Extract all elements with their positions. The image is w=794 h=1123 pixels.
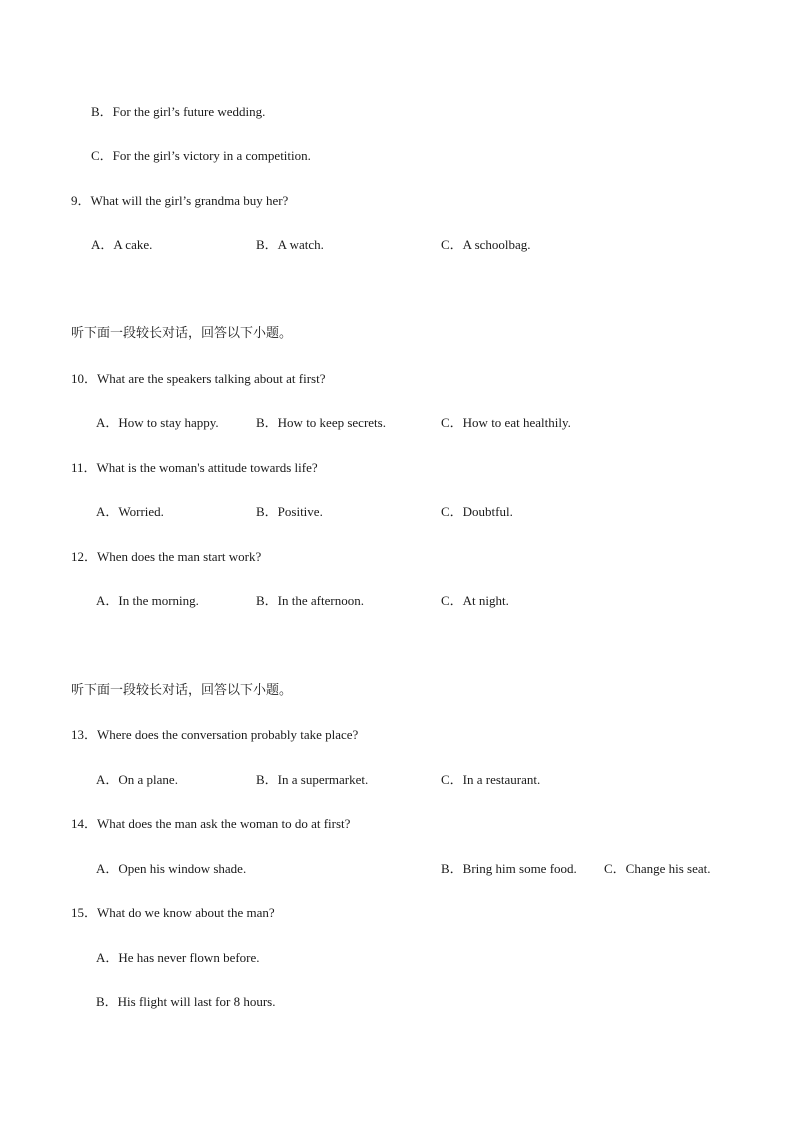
q15-option-b: B．His flight will last for 8 hours. bbox=[96, 994, 276, 1009]
q9-option-b: B．A watch. bbox=[256, 237, 324, 252]
q11-stem: 11．What is the woman's attitude towards life? bbox=[71, 460, 318, 475]
q11-option-c: C．Doubtful. bbox=[441, 504, 513, 519]
section-intro-2: 听下面一段较长对话，回答以下小题。 bbox=[71, 683, 293, 698]
q13-option-b: B．In a supermarket. bbox=[256, 772, 369, 787]
q10-stem: 10．What are the speakers talking about at first? bbox=[71, 371, 326, 386]
q10-option-a: A．How to stay happy. bbox=[96, 415, 219, 430]
q12-option-b: B．In the afternoon. bbox=[256, 593, 364, 608]
q13-stem: 13．Where does the conversation probably take place? bbox=[71, 727, 359, 742]
q12-stem: 12．When does the man start work? bbox=[71, 549, 262, 564]
q13-option-a: A．On a plane. bbox=[96, 772, 178, 787]
q11-option-b: B．Positive. bbox=[256, 504, 323, 519]
q15-stem: 15．What do we know about the man? bbox=[71, 905, 275, 920]
q10-option-c: C．How to eat healthily. bbox=[441, 415, 571, 430]
q8-option-b: B．For the girl’s future wedding. bbox=[91, 104, 266, 119]
q15-option-a: A．He has never flown before. bbox=[96, 950, 260, 965]
q12-option-a: A．In the morning. bbox=[96, 593, 199, 608]
q14-option-c: C．Change his seat. bbox=[604, 861, 711, 876]
q11-option-a: A．Worried. bbox=[96, 504, 164, 519]
q9-option-a: A．A cake. bbox=[91, 237, 153, 252]
q14-stem: 14．What does the man ask the woman to do at first? bbox=[71, 816, 351, 831]
q9-stem: 9．What will the girl’s grandma buy her? bbox=[71, 193, 289, 208]
q13-option-c: C．In a restaurant. bbox=[441, 772, 541, 787]
q9-option-c: C．A schoolbag. bbox=[441, 237, 531, 252]
q8-option-c: C．For the girl’s victory in a competition. bbox=[91, 148, 311, 163]
q10-option-b: B．How to keep secrets. bbox=[256, 415, 386, 430]
q14-option-a: A．Open his window shade. bbox=[96, 861, 247, 876]
section-intro-1: 听下面一段较长对话，回答以下小题。 bbox=[71, 326, 293, 341]
q12-option-c: C．At night. bbox=[441, 593, 509, 608]
q14-option-b: B．Bring him some food. bbox=[441, 861, 577, 876]
